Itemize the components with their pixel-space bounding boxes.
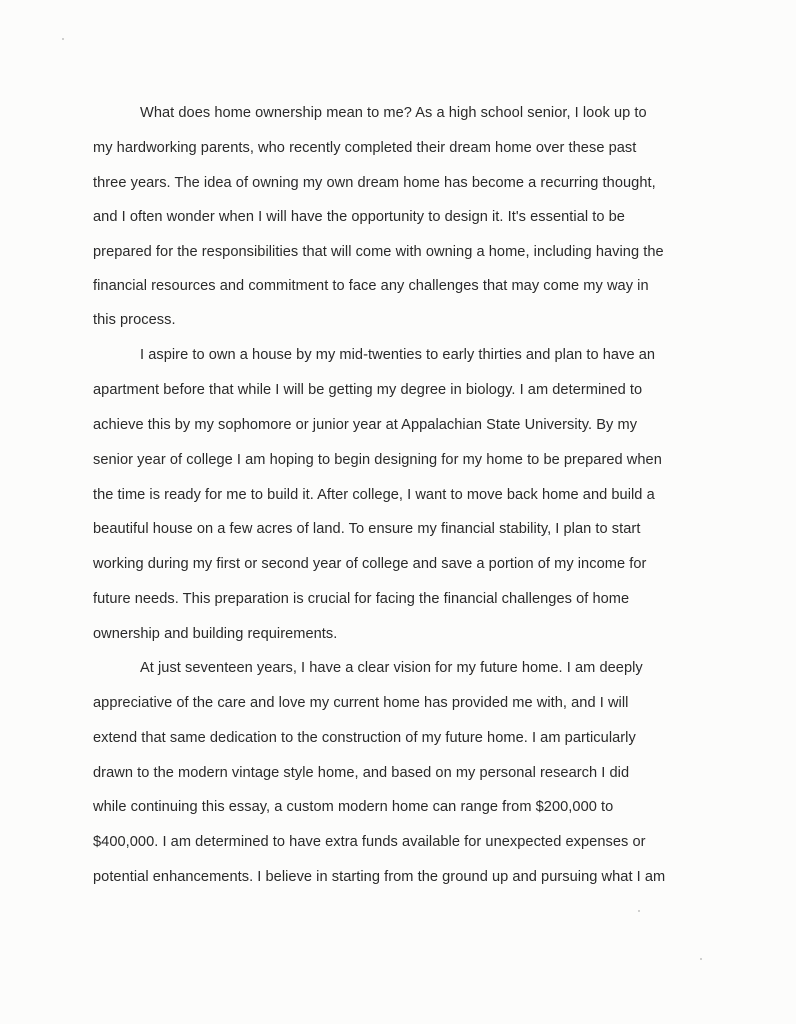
paragraph-2-line-4: senior year of college I am hoping to begin designing for my home to be prepared when xyxy=(93,452,662,468)
paragraph-2-line-1: I aspire to own a house by my mid-twenties to early thirties and plan to have an xyxy=(140,347,656,363)
paragraph-3-line-4: drawn to the modern vintage style home, and based on my personal research I did xyxy=(93,765,630,781)
paragraph-1-line-3: three years. The idea of owning my own dream home has become a recurring thought, xyxy=(93,175,656,191)
paragraph-3-line-1: At just seventeen years, I have a clear vision for my future home. I am deeply xyxy=(140,660,643,676)
paragraph-3-line-3: extend that same dedication to the construction of my future home. I am particularly xyxy=(93,730,636,746)
paragraph-1-line-5: prepared for the responsibilities that will come with owning a home, including having the xyxy=(93,244,664,260)
scan-speck xyxy=(62,38,64,40)
paragraph-2-line-9: ownership and building requirements. xyxy=(93,626,338,642)
paragraph-3-line-2: appreciative of the care and love my current home has provided me with, and I will xyxy=(93,695,629,711)
paragraph-2-line-3: achieve this by my sophomore or junior year at Appalachian State University. By my xyxy=(93,417,638,433)
paragraph-1-line-1: What does home ownership mean to me? As a high school senior, I look up to xyxy=(140,105,647,121)
paragraph-3-line-6: $400,000. I am determined to have extra funds available for unexpected expenses or xyxy=(93,834,646,850)
scan-speck xyxy=(638,910,640,912)
paragraph-2-line-6: beautiful house on a few acres of land. To ensure my financial stability, I plan to start xyxy=(93,521,641,537)
paragraph-2-line-7: working during my first or second year of college and save a portion of my income for xyxy=(93,556,647,572)
paragraph-3-line-7: potential enhancements. I believe in starting from the ground up and pursuing what I am xyxy=(93,869,666,885)
paragraph-2-line-5: the time is ready for me to build it. After college, I want to move back home and build a xyxy=(93,487,655,503)
paragraph-1-line-2: my hardworking parents, who recently completed their dream home over these past xyxy=(93,140,637,156)
paragraph-3-line-5: while continuing this essay, a custom modern home can range from $200,000 to xyxy=(93,799,614,815)
scan-speck xyxy=(700,958,702,960)
paragraph-2-line-2: apartment before that while I will be getting my degree in biology. I am determined to xyxy=(93,382,643,398)
paragraph-1-line-7: this process. xyxy=(93,312,176,328)
paragraph-1-line-6: financial resources and commitment to face any challenges that may come my way in xyxy=(93,278,649,294)
paragraph-1-line-4: and I often wonder when I will have the opportunity to design it. It's essential to be xyxy=(93,209,625,225)
paragraph-2-line-8: future needs. This preparation is crucial for facing the financial challenges of home xyxy=(93,591,630,607)
